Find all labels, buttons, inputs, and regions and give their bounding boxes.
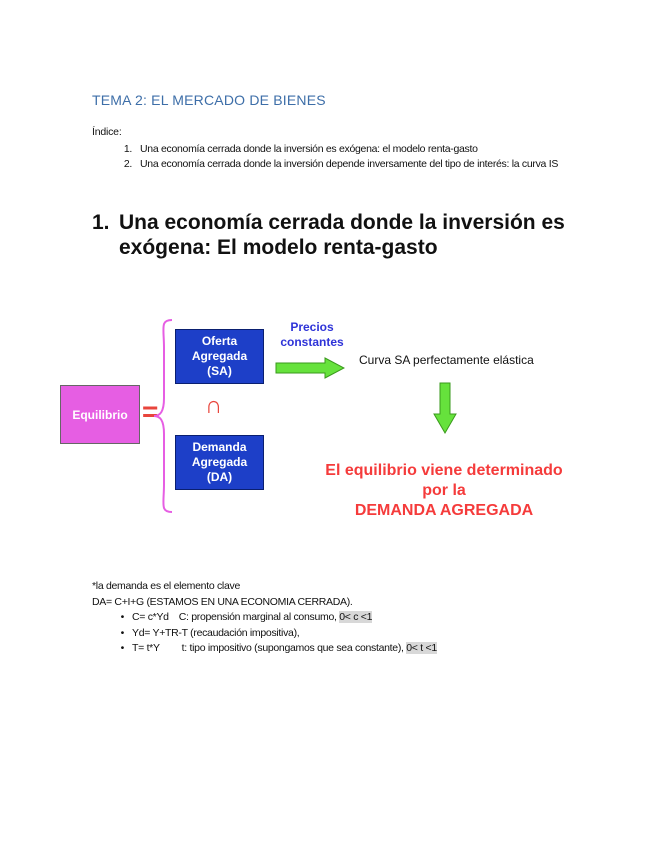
bullet-item [92, 641, 562, 657]
note-line: DA= C+I+G (ESTAMOS EN UNA ECONOMIA CERRADA). [92, 595, 353, 608]
bullet-description: t: tipo impositivo (supongamos que sea constante), [181, 642, 407, 654]
precios-constantes-label [272, 320, 352, 350]
bullet-equation: Yd= Y+TR-T (recaudación impositiva), [132, 626, 300, 639]
intersection-symbol: ∩ [205, 392, 223, 419]
demanda-agregada-box [175, 435, 264, 490]
index-item [92, 142, 582, 157]
conclusion-line: DEMANDA AGREGADA [354, 502, 534, 519]
section-title-line2: exógena: El modelo renta-gasto [119, 236, 438, 259]
oferta-line: (SA) [207, 364, 232, 378]
notes-section [92, 579, 562, 657]
index-list [92, 142, 582, 172]
conclusion-line: El equilibrio viene determinado [325, 462, 563, 479]
arrow-right-icon [275, 357, 345, 379]
section-number: 1. [92, 211, 110, 234]
bullet-equation: T= t*Y [132, 642, 160, 654]
bullet-icon: • [120, 611, 124, 623]
index-text: Una economía cerrada donde la inversión es exógena: el modelo renta-gasto [140, 143, 478, 155]
precios-line: Precios [290, 320, 334, 334]
bullet-icon: • [120, 642, 124, 654]
index-number: 2. [123, 158, 132, 170]
bullet-item [92, 626, 562, 642]
equals-sign: = [142, 396, 159, 427]
bullet-list [92, 610, 562, 657]
bullet-item [92, 610, 562, 626]
highlighted-range: 0< t <1 [406, 642, 437, 654]
curva-sa-label: Curva SA perfectamente elástica [359, 353, 534, 367]
precios-line: constantes [280, 335, 344, 349]
demanda-line: Demanda [192, 440, 247, 454]
section-heading [92, 210, 565, 260]
oferta-line: Oferta [201, 334, 238, 348]
index-number: 1. [123, 143, 132, 155]
curly-brace-icon [152, 318, 174, 514]
demanda-line: Agregada [191, 455, 248, 469]
index-text: Una economía cerrada donde la inversión depende inversamente del tipo de interés: la curva IS [140, 158, 559, 170]
oferta-agregada-box [175, 329, 264, 384]
conclusion-line: por la [422, 482, 466, 499]
document-title: TEMA 2: EL MERCADO DE BIENES [92, 92, 326, 108]
highlighted-range: 0< c <1 [339, 611, 373, 623]
section-title-line1: Una economía cerrada donde la inversión es [119, 211, 565, 234]
bullet-equation: C= c*Yd [132, 611, 169, 623]
bullet-description: C: propensión marginal al consumo, [178, 611, 340, 623]
conclusion-text [300, 461, 588, 521]
index-item [92, 157, 582, 172]
oferta-line: Agregada [191, 349, 248, 363]
equilibrio-box: Equilibrio [60, 385, 140, 444]
demanda-line: (DA) [206, 470, 233, 484]
bullet-icon: • [120, 626, 124, 639]
note-line: *la demanda es el elemento clave [92, 580, 240, 592]
arrow-down-icon [433, 382, 457, 434]
index-label: Índice: [92, 126, 122, 138]
